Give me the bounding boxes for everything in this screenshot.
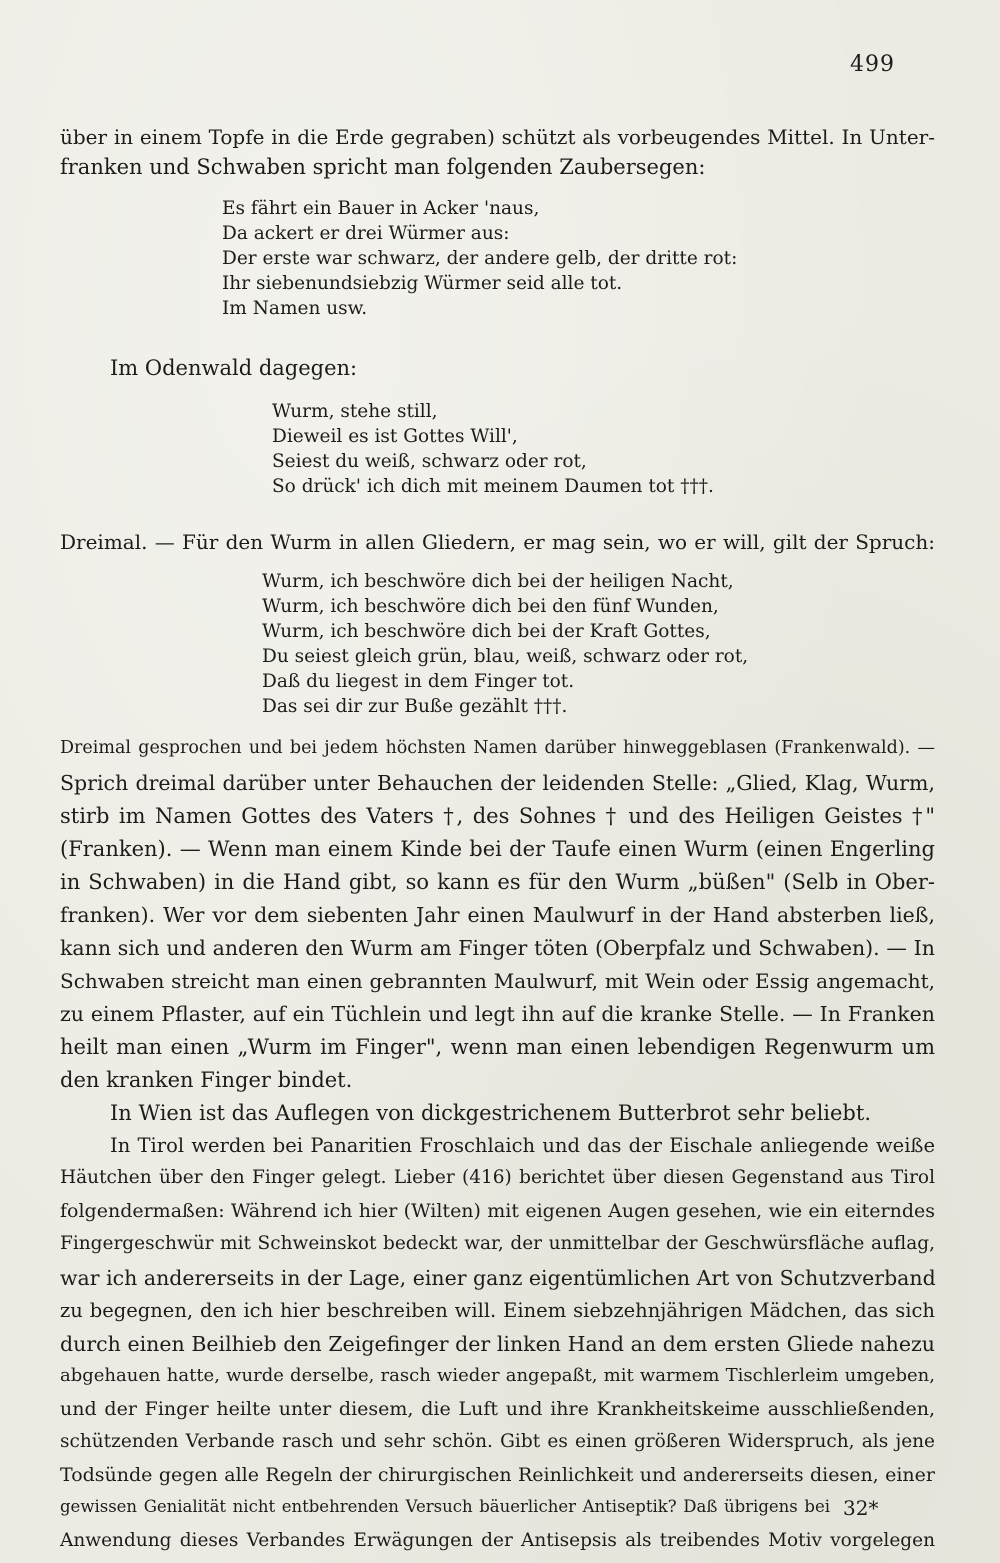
text-line: In Tirol werden bei Panaritien Froschlaich und das der Eischale anliegende weiße — [110, 1134, 935, 1157]
verse-line: Du seiest gleich grün, blau, weiß, schwarz oder rot, — [262, 646, 749, 667]
text-line: zu einem Pflaster, auf ein Tüchlein und legt ihn auf die kranke Stelle. — In Franken — [60, 1002, 935, 1026]
verse-line: Wurm, ich beschwöre dich bei der Kraft Gottes, — [262, 621, 711, 642]
verse-line: Der erste war schwarz, der andere gelb, der dritte rot: — [222, 248, 738, 269]
text-line: in Schwaben) in die Hand gibt, so kann es für den Wurm „büßen" (Selb in Ober- — [60, 870, 935, 894]
verse-line: Ihr siebenundsiebzig Würmer seid alle tot. — [222, 273, 623, 294]
verse-line: Wurm, ich beschwöre dich bei den fünf Wunden, — [262, 596, 719, 617]
text-line: Fingergeschwür mit Schweinskot bedeckt war, der unmittelbar der Geschwürsfläche auflag, — [60, 1233, 935, 1254]
text-line: Dreimal gesprochen und bei jedem höchsten Namen darüber hinweggeblasen (Frankenwald). — — [60, 738, 935, 758]
text-line: gewissen Genialität nicht entbehrenden Versuch bäuerlicher Antiseptik? Daß übrigens bei — [60, 1497, 830, 1516]
text-line: Sprich dreimal darüber unter Behauchen der leidenden Stelle: „Glied, Klag, Wurm, — [60, 771, 935, 795]
text-line: abgehauen hatte, wurde derselbe, rasch wieder angepaßt, mit warmem Tischlerleim umgeben, — [60, 1365, 935, 1386]
verse-line: Seiest du weiß, schwarz oder rot, — [272, 451, 587, 472]
text-line: Schwaben streicht man einen gebrannten Maulwurf, mit Wein oder Essig angemacht, — [60, 969, 935, 993]
verse-line: Wurm, ich beschwöre dich bei der heiligen Nacht, — [262, 571, 734, 592]
verse-line: Es fährt ein Bauer in Acker 'naus, — [222, 198, 540, 219]
text-line: (Franken). — Wenn man einem Kinde bei der Taufe einen Wurm (einen Engerling — [60, 837, 935, 861]
text-line: stirb im Namen Gottes des Vaters †, des Sohnes † und des Heiligen Geistes †" — [60, 804, 935, 828]
text-line: franken). Wer vor dem siebenten Jahr einen Maulwurf in der Hand absterben ließ, — [60, 903, 935, 927]
text-line: heilt man einen „Wurm im Finger", wenn man einen lebendigen Regenwurm um — [60, 1035, 935, 1059]
verse-line: Im Namen usw. — [222, 298, 368, 319]
text-line: franken und Schwaben spricht man folgenden Zaubersegen: — [60, 155, 706, 179]
text-line: war ich andererseits in der Lage, einer ganz eigentümlichen Art von Schutzverband — [60, 1266, 936, 1290]
text-line: Im Odenwald dagegen: — [110, 356, 358, 380]
text-line: folgendermaßen: Während ich hier (Wilten) mit eigenen Augen gesehen, wie ein eiterndes — [60, 1200, 935, 1222]
text-line: den kranken Finger bindet. — [60, 1068, 353, 1092]
verse-line: Dieweil es ist Gottes Will', — [272, 426, 518, 447]
verse-line: So drück' ich dich mit meinem Daumen tot †††. — [272, 476, 714, 497]
verse-line: Daß du liegest in dem Finger tot. — [262, 671, 575, 692]
verse-line: Wurm, stehe still, — [272, 401, 438, 422]
verse-line: Da ackert er drei Würmer aus: — [222, 223, 510, 244]
text-line: Todsünde gegen alle Regeln der chirurgischen Reinlichkeit und andererseits diesen, einer — [60, 1464, 935, 1486]
text-line: Häutchen über den Finger gelegt. Lieber (416) berichtet über diesen Gegenstand aus Tirol — [60, 1167, 935, 1188]
text-line: über in einem Topfe in die Erde gegraben) schützt als vorbeugendes Mittel. In Unter- — [60, 125, 935, 149]
text-line: In Wien ist das Auflegen von dickgestrichenem Butterbrot sehr beliebt. — [110, 1101, 871, 1125]
text-line: kann sich und anderen den Wurm am Finger töten (Oberpfalz und Schwaben). — In — [60, 936, 935, 960]
verse-line: Das sei dir zur Buße gezählt †††. — [262, 696, 568, 717]
text-line: Anwendung dieses Verbandes Erwägungen der Antisepsis als treibendes Motiv vorgelegen — [60, 1530, 935, 1551]
text-line: Dreimal. — Für den Wurm in allen Gliedern, er mag sein, wo er will, gilt der Spruch: — [60, 530, 935, 554]
signature-mark: 32* — [843, 1496, 879, 1520]
text-line: durch einen Beilhieb den Zeigefinger der linken Hand an dem ersten Gliede nahezu — [60, 1332, 935, 1356]
text-line: zu begegnen, den ich hier beschreiben will. Einem siebzehnjährigen Mädchen, das sich — [60, 1299, 935, 1322]
page-number: 499 — [850, 52, 895, 77]
text-line: schützenden Verbande rasch und sehr schön. Gibt es einen größeren Widerspruch, als jene — [60, 1431, 935, 1452]
text-line: und der Finger heilte unter diesem, die Luft und ihre Krankheitskeime ausschließenden, — [60, 1398, 935, 1420]
